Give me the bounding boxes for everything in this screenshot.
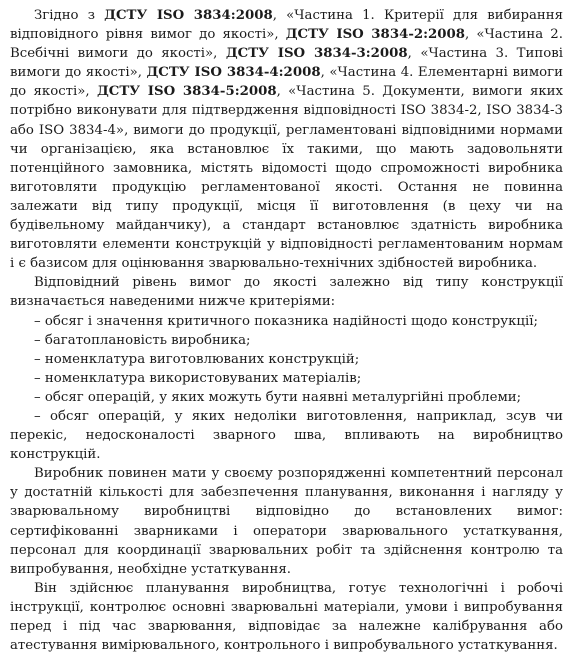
standard-code: ДСТУ ISO 3834:2008 — [104, 8, 273, 23]
list-item: – багатоплановість виробника; — [34, 332, 251, 348]
criteria-list — [10, 312, 563, 465]
text-segment: Згідно з — [34, 8, 105, 23]
standard-code: ДСТУ ISO 3834-4:2008 — [146, 65, 321, 81]
list-item: – обсяг операцій, у яких недоліки виготовлення, наприклад, зсув чи перекіс, недосконалості зварного шва, впливають на виробництво конструкцій. — [10, 408, 563, 463]
list-item: – номенклатура використовуваних матеріалів; — [34, 370, 362, 386]
paragraph-criteria-intro: Відповідний рівень вимог до якості залежно від типу конструкції визначається наведеними нижче критеріями: — [10, 275, 563, 310]
list-item: – номенклатура виготовлюваних конструкцій; — [34, 351, 360, 367]
list-item: – обсяг і значення критичного показника надійності щодо конструкції; — [34, 313, 538, 329]
text-segment: , «Частина 1. Критерії для вибирання відповідного рівня вимог до якості», — [10, 8, 563, 43]
paragraph-personnel: Виробник повинен мати у своєму розпорядженні компетентний персонал у достатній кількості для забезпечення планування, виконання і нагляду у зварювальному виробництві відповідно до встановлених вимог: сертифікованні зварниками і оператори зварювального устаткування, персонал для координації зварювальних робіт та здійснення контролю та випробування, необхідне устаткування. — [10, 466, 563, 577]
paragraph-planning: Він здійснює планування виробництва, готує технологічні і робочі інструкції, контролює основні зварювальні матеріали, умови і випробування перед і під час зварювання, відповідає за належне калібрування або атестування вимірювального, контрольного і випробувального устаткування. — [10, 580, 563, 654]
standard-code: ДСТУ ISO 3834-5:2008 — [96, 84, 277, 100]
text-segment: , «Частина 3. Типові вимоги до якості», — [10, 46, 564, 81]
standard-code: ДСТУ ISO 3834-2:2008 — [285, 27, 466, 43]
text-segment: , «Частина 2. Всебічні вимоги до якості», — [10, 27, 563, 62]
list-item: – обсяг операцій, у яких можуть бути наявні металургійні проблеми; — [34, 389, 522, 405]
paragraph-standards — [10, 6, 563, 273]
text-segment: , «Частина 5. Документи, вимоги яких потрібно виконувати для підтвердження відповідності ISO 3834-2, ISO 3834-3 або ISO 3834-4», вимоги до продукції, регламентовані відповідними нормами чи організацією, яка встановлює їх такими, що мають задовольняти потенційного замовника, містять відомості щодо спроможності виробника виготовляти продукцію регламентованої якості. Остання не повинна залежати від типу продукції, місця її виготовлення (в цеху чи на будівельному майданчику), а стандарт встановлює здатність виробника виготовляти елементи конструкцій у відповідності регламентованим нормам і є базисом для оцінювання зварювально-технічних здібностей виробника. — [10, 84, 564, 272]
standard-code: ДСТУ ISO 3834-3:2008 — [225, 46, 408, 62]
text-segment: , «Частина 4. Елементарні вимоги до якості», — [10, 65, 563, 100]
